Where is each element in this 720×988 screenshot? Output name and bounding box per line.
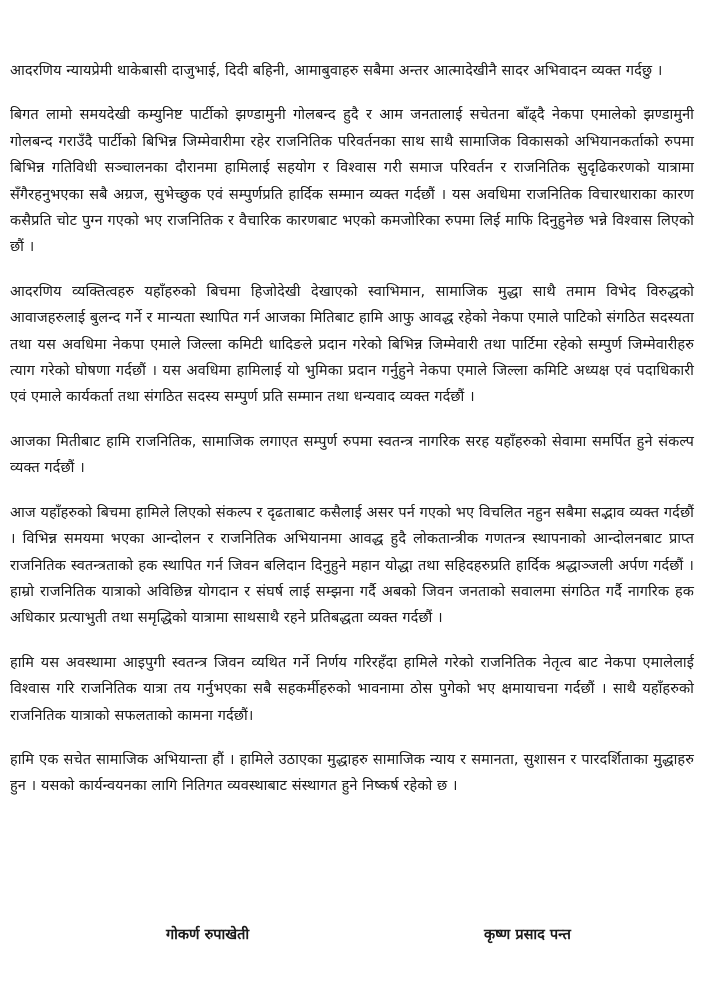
body-paragraph-tribute: आज यहाँहरुको बिचमा हामिले लिएको संकल्प र दृढताबाट कसैलाई असर पर्न गएको भए विचलित नहुन सबैमा सद्भाव व्यक्त गर्दछौं । विभिन्न समयमा भएका आन्दोलन र राजनितिक अभियानमा आवद्ध हुदै लोकतान्त्रीक गणतन्त्र स्थापनाको आन्दोलनबाट प्राप्त राजनितिक स्वतन्त्रताको हक स्थापित गर्न जिवन बलिदान दिनुहुने महान योद्धा तथा सहिदहरुप्रति हार्दिक श्रद्धाञ्जली अर्पण गर्दछौं । हाम्रो राजनितिक यात्राको अविछिन्न योगदान र संघर्ष लाई सम्झना गर्दै अबको जिवन जनताको सवालमा संगठित गर्दै नागरिक हक अधिकार प्रत्याभुती तथा समृद्धिको यात्रामा साथसाथै रहने प्रतिबद्धता व्यक्त गर्दछौं ।	[10, 504, 694, 627]
body-paragraph-conclusion: हामि एक सचेत सामाजिक अभियान्ता हौं । हामिले उठाएका मुद्धाहरु सामाजिक न्याय र समानता, सुशासन र पारदर्शिताका मुद्धाहरु हुन । यसको कार्यन्वयनका लागि नितिगत व्यवस्थाबाट संस्थागत हुने निष्कर्ष रहेको छ ।	[10, 751, 694, 795]
body-paragraph-resignation: आदरणिय व्यक्तित्वहरु यहाँहरुको बिचमा हिजोदेखी देखाएको स्वाभिमान, सामाजिक मुद्धा साथै तमाम विभेद विरुद्धको आवाजहरुलाई बुलन्द गर्ने र मान्यता स्थापित गर्न आजका मितिबाट हामि आफु आवद्ध रहेको नेकपा एमाले पाटिको संगठित सदस्यता तथा यस अवधिमा नेकपा एमाले जिल्ला कमिटी धादिङले प्रदान गरेको बिभिन्न जिम्मेवारी तथा पार्टिमा रहेको सम्पुर्ण जिम्मेवारीहरु त्याग गरेको घोषणा गर्दछौं । यस अवधिमा हामिलाई यो भुमिका प्रदान गर्नुहुने नेकपा एमाले जिल्ला कमिटि अध्यक्ष एवं पदाधिकारी एवं एमाले कार्यकर्ता तथा संगठित सदस्य सम्पुर्ण प्रति सम्मान तथा धन्यवाद व्यक्त गर्दछौं ।	[10, 283, 694, 406]
signature-name-right: कृष्ण प्रसाद पन्त	[484, 927, 571, 943]
signature-block	[0, 924, 720, 954]
signature-name-left: गोकर्ण रुपाखेती	[166, 927, 250, 943]
greeting-paragraph: आदरणिय न्यायप्रेमी थाकेबासी दाजुभाई, दिदी बहिनी, आमाबुवाहरु सबैमा अन्तर आत्मादेखीनै सादर अभिवादन व्यक्त गर्दछु ।	[10, 63, 663, 79]
body-paragraph-commitment: आजका मितीबाट हामि राजनितिक, सामाजिक लगाएत सम्पुर्ण रुपमा स्वतन्त्र नागरिक सरह यहाँहरुको सेवामा समर्पित हुने संकल्प व्यक्त गर्दछौं ।	[10, 433, 694, 477]
body-paragraph-apology: हामि यस अवस्थामा आइपुगी स्वतन्त्र जिवन व्यथित गर्ने निर्णय गरिरहँदा हामिले गरेको राजनितिक नेतृत्व बाट नेकपा एमालेलाई विश्वास गरि राजनितिक यात्रा तय गर्नुभएका सबै सहकर्मीहरुको भावनामा ठोस पुगेको भए क्षमायाचना गर्दछौं । साथै यहाँहरुको राजनितिक यात्राको सफलताको कामना गर्दछौं।	[10, 654, 694, 724]
body-paragraph-history: बिगत लामो समयदेखी कम्युनिष्ट पार्टीको झण्डामुनी गोलबन्द हुदै र आम जनतालाई सचेतना बाँढ्दै नेकपा एमालेको झण्डामुनी गोलबन्द गराउँदै पार्टीको बिभिन्न जिम्मेवारीमा रहेर राजनितिक परिवर्तनका साथ साथै सामाजिक विकासको अभियानकर्ताको रुपमा बिभिन्न गतिविधी सञ्चालनका दौरानमा हामिलाई सहयोग र विश्वास गरी समाज परिवर्तन र राजनितिक सुदृढिकरणको यात्रामा सँगैरहनुभएका सबै अग्रज, सुभेच्छुक एवं सम्पुर्णप्रति हार्दिक सम्मान व्यक्त गर्दछौं । यस अवधिमा राजनितिक विचारधाराका कारण कसैप्रति चोट पुग्न गएको भए राजनितिक र वैचारिक कारणबाट भएको कमजोरिका रुपमा लिई माफि दिनुहुनेछ भन्ने विश्वास लिएको छौं ।	[10, 107, 694, 256]
